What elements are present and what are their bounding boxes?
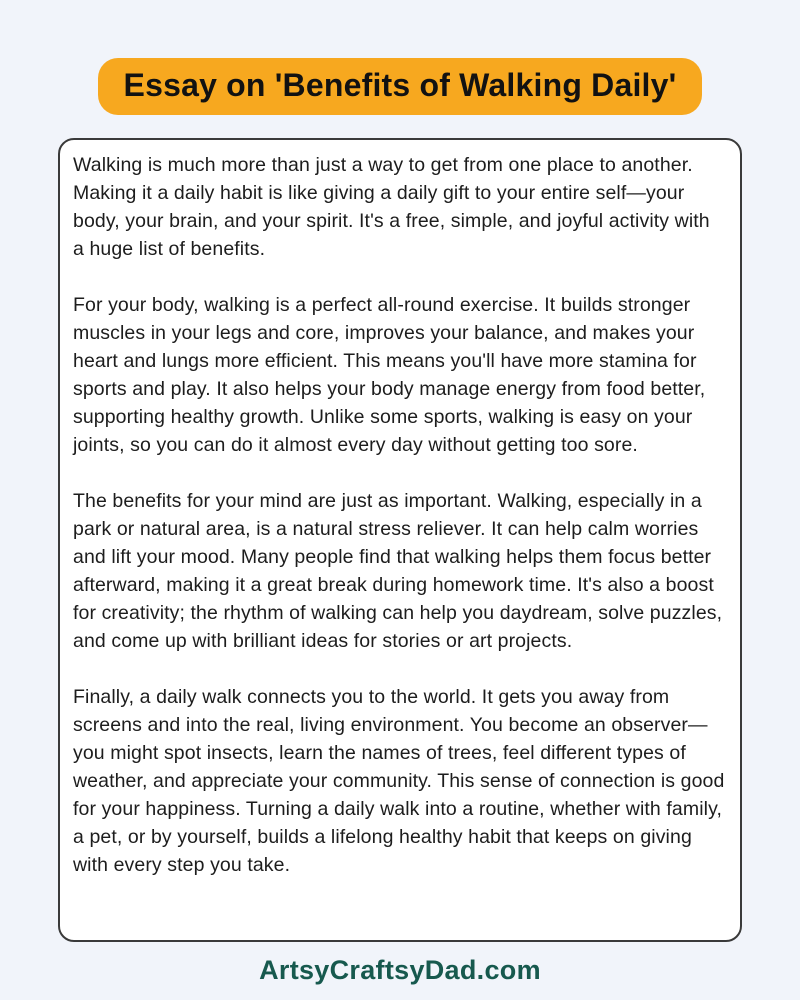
essay-body-box bbox=[58, 138, 742, 942]
essay-paragraph: Finally, a daily walk connects you to the world. It gets you away from screens and into the real, living environment. You become an observer—you might spot insects, learn the names of trees, feel different types of weather, and appreciate your community. This sense of connection is good for your happiness. Turning a daily walk into a routine, whether with family, a pet, or by yourself, builds a lifelong healthy habit that keeps on giving with every step you take. bbox=[73, 686, 725, 876]
essay-paragraph: The benefits for your mind are just as important. Walking, especially in a park or natural area, is a natural stress reliever. It can help calm worries and lift your mood. Many people find that walking helps them focus better afterward, making it a great break during homework time. It's also a boost for creativity; the rhythm of walking can help you daydream, solve puzzles, and come up with brilliant ideas for stories or art projects. bbox=[73, 490, 723, 652]
site-wordmark: ArtsyCraftsyDad.com bbox=[259, 955, 541, 985]
essay-paragraph: Walking is much more than just a way to get from one place to another. Making it a daily habit is like giving a daily gift to your entire self—your body, your brain, and your spirit. It's a free, simple, and joyful activity with a huge list of benefits. bbox=[73, 154, 710, 260]
page-title: Essay on 'Benefits of Walking Daily' bbox=[123, 67, 677, 103]
essay-paragraph: For your body, walking is a perfect all-round exercise. It builds stronger muscles in your legs and core, improves your balance, and makes your heart and lungs more efficient. This means you'll have more stamina for sports and play. It also helps your body manage energy from food better, supporting healthy growth. Unlike some sports, walking is easy on your joints, so you can do it almost every day without getting too sore. bbox=[73, 294, 706, 456]
page-title-banner bbox=[98, 58, 703, 115]
